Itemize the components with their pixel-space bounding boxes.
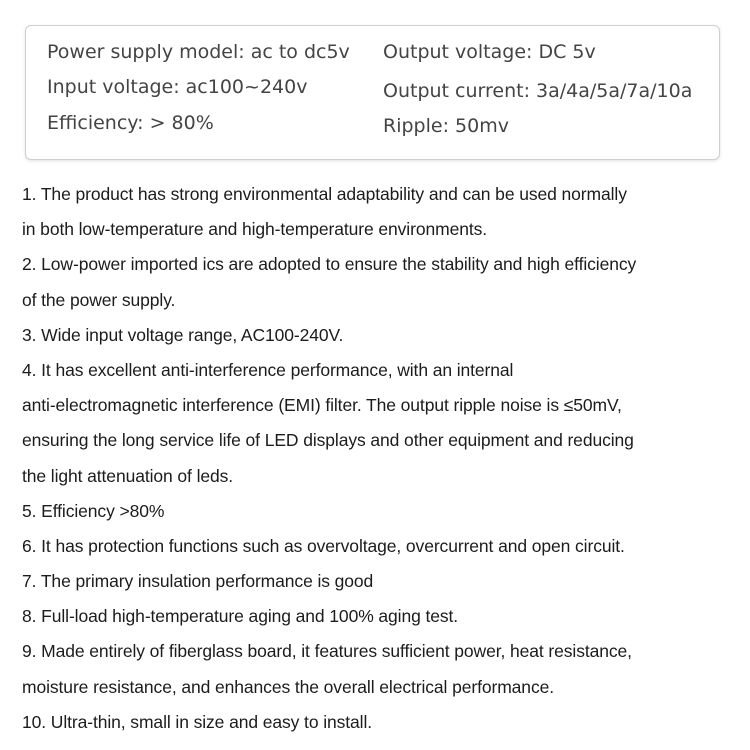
spec-model: Power supply model: ac to dc5v (47, 41, 350, 63)
feature-line: 3. Wide input voltage range, AC100-240V. (22, 324, 344, 345)
spec-ripple: Ripple: 50mv (383, 115, 509, 137)
feature-line: 8. Full-load high-temperature aging and 100% aging test. (22, 606, 459, 627)
feature-line: 2. Low-power imported ics are adopted to ensure the stability and high efficiency (22, 254, 637, 275)
feature-line: of the power supply. (22, 289, 176, 310)
feature-line: 7. The primary insulation performance is good (22, 571, 374, 592)
feature-line: 5. Efficiency >80% (22, 500, 165, 521)
feature-line: ensuring the long service life of LED displays and other equipment and reducing (22, 430, 634, 451)
feature-list (22, 177, 742, 740)
feature-line: 4. It has excellent anti-interference performance, with an internal (22, 359, 514, 380)
spec-input-voltage: Input voltage: ac100~240v (47, 76, 308, 98)
feature-line: moisture resistance, and enhances the overall electrical performance. (22, 676, 554, 697)
spec-efficiency: Efficiency: > 80% (47, 112, 214, 134)
feature-line: 9. Made entirely of fiberglass board, it features sufficient power, heat resistance, (22, 641, 632, 662)
spec-box (25, 25, 720, 160)
feature-line: anti-electromagnetic interference (EMI) filter. The output ripple noise is ≤50mV, (22, 395, 622, 416)
feature-line: 6. It has protection functions such as overvoltage, overcurrent and open circuit. (22, 535, 625, 556)
feature-line: the light attenuation of leds. (22, 465, 234, 486)
feature-line: in both low-temperature and high-temperature environments. (22, 219, 488, 240)
feature-line: 1. The product has strong environmental adaptability and can be used normally (22, 184, 627, 204)
feature-line: 10. Ultra-thin, small in size and easy to install. (22, 711, 373, 732)
spec-output-voltage: Output voltage: DC 5v (383, 41, 596, 63)
spec-output-current: Output current: 3a/4a/5a/7a/10a (383, 80, 693, 102)
